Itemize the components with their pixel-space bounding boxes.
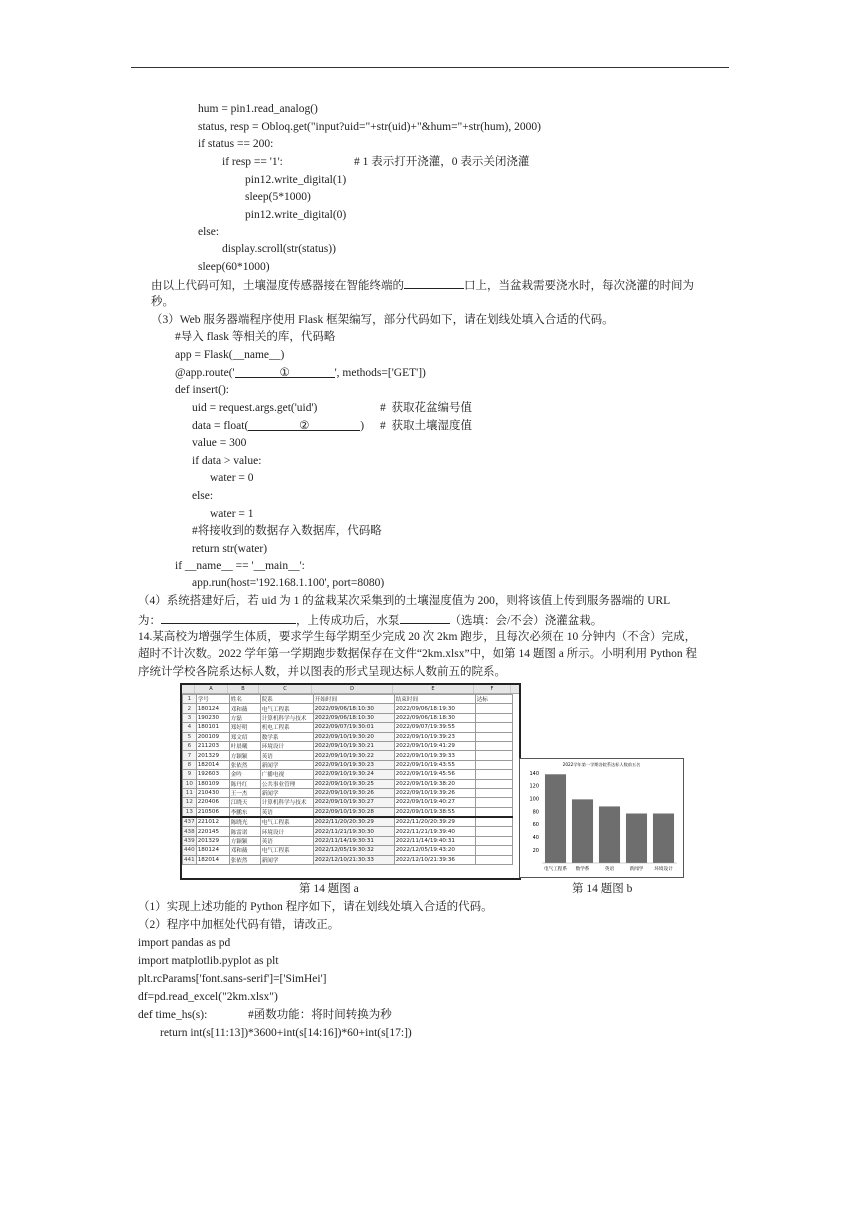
x-tick-label: 环境设计 bbox=[654, 867, 673, 872]
table-cell bbox=[475, 751, 512, 760]
table-cell bbox=[475, 855, 512, 864]
col-letter: E bbox=[393, 685, 474, 693]
table-cell: 2022/11/20/20:30:29 bbox=[313, 817, 394, 827]
code-line: pin12.write_digital(1) bbox=[245, 174, 347, 186]
column-header: 学号 bbox=[196, 695, 229, 704]
table-cell: 2022/09/10/19:43:55 bbox=[394, 760, 475, 769]
table-cell bbox=[475, 713, 512, 722]
table-cell: 广播电视 bbox=[260, 770, 313, 779]
y-tick-label: 80 bbox=[532, 809, 539, 816]
row-number: 1 bbox=[183, 695, 197, 704]
table-cell: 2022/11/14/19:40:31 bbox=[394, 836, 475, 845]
data-table bbox=[182, 694, 513, 865]
table-cell: 2022/09/10/19:39:33 bbox=[394, 751, 475, 760]
code-line: water = 1 bbox=[210, 508, 254, 520]
table-cell: 2022/09/10/19:30:27 bbox=[313, 798, 394, 807]
table-cell: 2022/09/10/19:30:26 bbox=[313, 788, 394, 797]
table-cell bbox=[475, 704, 512, 713]
question-4-text-2: 为： ，上传成功后，水泵 （选填：会/不会）浇灌盆栽。 bbox=[138, 611, 602, 629]
code-comment: # 1 表示打开浇灌，0 表示关闭浇灌 bbox=[354, 156, 530, 168]
table-cell: 2022/09/10/19:30:28 bbox=[313, 807, 394, 817]
table-cell: 2022/11/20/20:39:29 bbox=[394, 817, 475, 827]
table-cell: 张依然 bbox=[229, 855, 260, 864]
table-cell bbox=[475, 817, 512, 827]
table-cell: 180124 bbox=[196, 704, 229, 713]
table-cell: 陈晓光 bbox=[229, 817, 260, 827]
table-cell: 邓和薇 bbox=[229, 704, 260, 713]
table-cell bbox=[475, 723, 512, 732]
question-14-text: 14.某高校为增强学生体质，要求学生每学期至少完成 20 次 2km 跑步，且每次必须在 10 分钟内（不含）完成， bbox=[138, 631, 697, 643]
table-row bbox=[183, 827, 513, 836]
x-tick-label: 数学系 bbox=[575, 867, 590, 872]
row-number: 6 bbox=[183, 741, 197, 750]
bar bbox=[626, 814, 647, 864]
table-cell: 英语 bbox=[260, 751, 313, 760]
code-line: if data > value: bbox=[192, 455, 262, 467]
code-line: display.scroll(str(status)) bbox=[222, 243, 336, 255]
table-cell: 2022/11/14/19:30:31 bbox=[313, 836, 394, 845]
table-cell: 英语 bbox=[260, 836, 313, 845]
code-line: else: bbox=[192, 490, 214, 502]
table-cell: 2022/09/06/18:18:30 bbox=[394, 713, 475, 722]
table-cell: 2022/09/10/19:30:22 bbox=[313, 751, 394, 760]
row-number: 440 bbox=[184, 847, 195, 854]
table-cell: 叶晨曦 bbox=[229, 741, 260, 750]
code-line: return int(s[11:13])*3600+int(s[14:16])*60+int(s[17:]) bbox=[160, 1027, 412, 1039]
question-14-text: 超时不计次数。2022 学年第一学期跑步数据保存在文件“2km.xlsx”中，如第 14 题图 a 所示。小明利用 Python 程 bbox=[138, 648, 698, 660]
table-cell: 201329 bbox=[196, 751, 229, 760]
code-line: def insert(): bbox=[175, 384, 229, 396]
table-row bbox=[183, 732, 513, 741]
x-tick-label: 英语 bbox=[604, 867, 615, 872]
table-cell: 2022/09/10/19:30:21 bbox=[313, 741, 394, 750]
table-cell: 数学系 bbox=[260, 732, 313, 741]
code-line: return str(water) bbox=[192, 543, 268, 555]
paragraph-conclusion: 由以上代码可知，土壤湿度传感器接在智能终端的 口上，当盆栽需要浇水时，每次浇灌的时间为 bbox=[151, 276, 694, 294]
y-tick-label: 140 bbox=[529, 770, 539, 777]
row-number: 441 bbox=[184, 856, 195, 863]
table-cell: 220406 bbox=[196, 798, 229, 807]
code-line-data: data = float( ② ) bbox=[192, 420, 365, 432]
table-cell: 210430 bbox=[196, 788, 229, 797]
table-row bbox=[183, 760, 513, 769]
code-line: else: bbox=[198, 226, 220, 238]
col-letter: A bbox=[195, 685, 228, 693]
sub-question-2: （2）程序中加框处代码有错，请改正。 bbox=[138, 919, 340, 931]
row-number: 7 bbox=[183, 751, 197, 760]
table-row bbox=[183, 855, 513, 864]
row-number: 2 bbox=[183, 704, 197, 713]
url-blank[interactable] bbox=[161, 611, 296, 624]
table-cell: 2022/09/10/19:45:56 bbox=[394, 770, 475, 779]
code-line: water = 0 bbox=[210, 472, 254, 484]
table-cell: 190230 bbox=[196, 713, 229, 722]
table-cell bbox=[475, 732, 512, 741]
y-tick-label: 60 bbox=[532, 822, 539, 829]
code-line: uid = request.args.get('uid') bbox=[192, 402, 318, 414]
code-line: sleep(60*1000) bbox=[198, 261, 270, 273]
table-row bbox=[183, 723, 513, 732]
table-cell bbox=[475, 836, 512, 845]
table-cell: 2022/09/10/19:40:27 bbox=[394, 798, 475, 807]
blank-2[interactable]: ② bbox=[248, 418, 360, 431]
table-cell: 2022/12/10/21:39:36 bbox=[394, 855, 475, 864]
table-cell: 陈雷诺 bbox=[229, 827, 260, 836]
table-cell: 电气工程系 bbox=[260, 846, 313, 855]
table-row bbox=[183, 713, 513, 722]
table-cell: 郑好明 bbox=[229, 723, 260, 732]
code-line: plt.rcParams['font.sans-serif']=['SimHei'] bbox=[138, 973, 327, 985]
row-number: 4 bbox=[183, 723, 197, 732]
table-cell: 2022/09/10/19:39:26 bbox=[394, 788, 475, 797]
table-cell bbox=[475, 827, 512, 836]
table-cell bbox=[475, 807, 512, 817]
code-comment: # 获取土壤湿度值 bbox=[380, 420, 472, 432]
question-3-intro: （3）Web 服务器端程序使用 Flask 框架编写，部分代码如下，请在划线处填入合适的代码。 bbox=[151, 314, 614, 326]
table-cell: 2022/09/10/19:38:20 bbox=[394, 779, 475, 788]
code-line: sleep(5*1000) bbox=[245, 191, 311, 203]
table-cell: 新闻学 bbox=[260, 855, 313, 864]
table-cell: 2022/09/10/19:38:55 bbox=[394, 807, 475, 817]
table-row bbox=[183, 741, 513, 750]
table-cell: 方颖颖 bbox=[229, 751, 260, 760]
table-cell: 210506 bbox=[196, 807, 229, 817]
code-comment: # 获取花盆编号值 bbox=[380, 402, 472, 414]
code-line: def time_hs(s): bbox=[138, 1009, 208, 1021]
table-cell: 新闻学 bbox=[260, 788, 313, 797]
table-row bbox=[183, 751, 513, 760]
table-cell: 2022/09/06/18:10:30 bbox=[313, 713, 394, 722]
table-cell: 2022/09/10/19:30:20 bbox=[313, 732, 394, 741]
col-letter: B bbox=[228, 685, 259, 693]
table-cell: 李鹏东 bbox=[229, 807, 260, 817]
table-cell bbox=[475, 760, 512, 769]
table-cell: 电气工程系 bbox=[260, 817, 313, 827]
table-cell: 江晓天 bbox=[229, 798, 260, 807]
column-header: 结束时间 bbox=[394, 695, 475, 704]
table-header-row bbox=[183, 695, 513, 704]
table-cell: 电气工程系 bbox=[260, 704, 313, 713]
table-row bbox=[183, 836, 513, 845]
table-cell: 王一杰 bbox=[229, 788, 260, 797]
table-cell bbox=[475, 846, 512, 855]
question-14-text: 序统计学校各院系达标人数，并以图表的形式呈现达标人数前五的院系。 bbox=[138, 666, 506, 678]
code-line: hum = pin1.read_analog() bbox=[198, 103, 318, 115]
table-cell: 221012 bbox=[196, 817, 229, 827]
table-cell: 180124 bbox=[196, 846, 229, 855]
table-cell: 2022/12/10/21:30:33 bbox=[313, 855, 394, 864]
row-number: 9 bbox=[183, 770, 197, 779]
bar bbox=[653, 814, 674, 864]
answer-blank[interactable] bbox=[404, 276, 464, 289]
table-row bbox=[183, 788, 513, 797]
bar-chart-figure-b bbox=[519, 758, 684, 878]
table-cell: 211203 bbox=[196, 741, 229, 750]
table-cell: 182014 bbox=[196, 855, 229, 864]
column-header: 达标 bbox=[475, 695, 512, 704]
col-letter: F bbox=[474, 685, 511, 693]
row-number: 8 bbox=[183, 760, 197, 769]
row-number: 438 bbox=[184, 828, 195, 835]
table-cell: 2022/09/06/18:10:30 bbox=[313, 704, 394, 713]
column-letter-row bbox=[182, 685, 519, 694]
table-cell: 182014 bbox=[196, 760, 229, 769]
table-cell: 方磊 bbox=[229, 713, 260, 722]
table-cell: 2022/09/06/18:19:30 bbox=[394, 704, 475, 713]
code-line: if status == 200: bbox=[198, 138, 274, 150]
column-header: 开始时间 bbox=[313, 695, 394, 704]
table-row bbox=[183, 770, 513, 779]
table-cell: 180101 bbox=[196, 723, 229, 732]
y-tick-label: 120 bbox=[529, 783, 539, 790]
code-line: app = Flask(__name__) bbox=[175, 349, 285, 361]
table-cell: 方颖颖 bbox=[229, 836, 260, 845]
code-line: pin12.write_digital(0) bbox=[245, 209, 347, 221]
table-cell bbox=[475, 788, 512, 797]
table-cell: 2022/09/10/19:30:25 bbox=[313, 779, 394, 788]
code-comment: #函数功能：将时间转换为秒 bbox=[248, 1009, 392, 1021]
table-cell bbox=[475, 741, 512, 750]
header-rule bbox=[131, 67, 729, 68]
table-cell: 2022/09/07/19:30:01 bbox=[313, 723, 394, 732]
table-row bbox=[183, 704, 513, 713]
table-cell: 公共事业管理 bbox=[260, 779, 313, 788]
table-cell: 新闻学 bbox=[260, 760, 313, 769]
row-number: 3 bbox=[183, 713, 197, 722]
table-cell bbox=[475, 779, 512, 788]
code-line: import matplotlib.pyplot as plt bbox=[138, 955, 279, 967]
col-letter: C bbox=[259, 685, 312, 693]
table-cell: 环境设计 bbox=[260, 741, 313, 750]
table-row bbox=[183, 817, 513, 827]
table-cell: 201329 bbox=[196, 836, 229, 845]
table-cell: 郑文绍 bbox=[229, 732, 260, 741]
table-row bbox=[183, 798, 513, 807]
table-cell: 英语 bbox=[260, 807, 313, 817]
table-cell: 2022/09/10/19:30:23 bbox=[313, 760, 394, 769]
row-number: 5 bbox=[183, 732, 197, 741]
table-cell: 2022/09/07/19:39:55 bbox=[394, 723, 475, 732]
table-row bbox=[183, 807, 513, 817]
table-cell: 2022/12/05/19:43:20 bbox=[394, 846, 475, 855]
table-cell: 180109 bbox=[196, 779, 229, 788]
y-tick-label: 20 bbox=[532, 847, 539, 854]
y-tick-label: 40 bbox=[532, 835, 539, 842]
table-cell bbox=[475, 770, 512, 779]
corner-cell bbox=[182, 685, 195, 693]
table-row bbox=[183, 846, 513, 855]
table-cell: 200109 bbox=[196, 732, 229, 741]
x-tick-label: 电气工程系 bbox=[544, 867, 567, 872]
code-line: if resp == '1': bbox=[222, 156, 283, 168]
table-cell: 220145 bbox=[196, 827, 229, 836]
x-tick-label: 新闻学 bbox=[629, 867, 644, 872]
table-cell: 金吟 bbox=[229, 770, 260, 779]
table-cell: 计算机科学与技术 bbox=[260, 798, 313, 807]
code-comment: #导入 flask 等相关的库，代码略 bbox=[175, 331, 336, 343]
table-cell: 计算机科学与技术 bbox=[260, 713, 313, 722]
code-line: status, resp = Obloq.get("input?uid="+str(uid)+"&hum="+str(hum), 2000) bbox=[198, 121, 541, 133]
row-number: 10 bbox=[183, 779, 197, 788]
table-cell: 2022/11/21/19:39:40 bbox=[394, 827, 475, 836]
bar bbox=[599, 806, 620, 863]
table-cell: 邓和薇 bbox=[229, 846, 260, 855]
code-comment: #将接收到的数据存入数据库，代码略 bbox=[192, 525, 382, 537]
table-cell: 2022/09/10/19:41:29 bbox=[394, 741, 475, 750]
table-cell: 环境设计 bbox=[260, 827, 313, 836]
code-line: if __name__ == '__main__': bbox=[175, 560, 305, 572]
table-cell: 2022/12/05/19:30:32 bbox=[313, 846, 394, 855]
table-row bbox=[183, 779, 513, 788]
column-header: 姓名 bbox=[229, 695, 260, 704]
y-tick-label: 100 bbox=[529, 796, 539, 803]
spreadsheet-figure-a bbox=[180, 683, 521, 880]
paragraph-conclusion-end: 秒。 bbox=[151, 296, 174, 308]
caption-figure-a: 第 14 题图 a bbox=[299, 883, 359, 895]
table-cell bbox=[475, 798, 512, 807]
code-line-route: @app.route(' ① ', methods=['GET']) bbox=[175, 367, 426, 379]
table-cell: 陈丹红 bbox=[229, 779, 260, 788]
blank-1[interactable]: ① bbox=[235, 365, 335, 378]
col-letter: D bbox=[312, 685, 393, 693]
table-cell: 2022/09/10/19:39:23 bbox=[394, 732, 475, 741]
code-line: df=pd.read_excel("2km.xlsx") bbox=[138, 991, 278, 1003]
row-number: 437 bbox=[183, 817, 197, 827]
caption-figure-b: 第 14 题图 b bbox=[572, 883, 633, 895]
bar bbox=[572, 799, 593, 863]
row-number: 13 bbox=[183, 807, 197, 817]
pump-blank[interactable] bbox=[400, 611, 450, 624]
chart-title: 2022学年第一学期各院系达标人数前五名 bbox=[562, 762, 641, 767]
table-cell: 2022/11/21/19:30:30 bbox=[313, 827, 394, 836]
table-cell: 张依然 bbox=[229, 760, 260, 769]
code-line: import pandas as pd bbox=[138, 937, 231, 949]
row-number: 11 bbox=[183, 788, 197, 797]
table-cell: 机电工程系 bbox=[260, 723, 313, 732]
row-number: 12 bbox=[183, 798, 197, 807]
row-number: 439 bbox=[184, 838, 195, 845]
code-line: app.run(host='192.168.1.100', port=8080) bbox=[192, 577, 385, 589]
chart-svg bbox=[520, 759, 683, 877]
table-cell: 2022/09/10/19:30:24 bbox=[313, 770, 394, 779]
column-header: 院系 bbox=[260, 695, 313, 704]
question-4-text: （4）系统搭建好后，若 uid 为 1 的盆栽某次采集到的土壤湿度值为 200，则将该值上传到服务器端的 URL bbox=[138, 595, 671, 607]
sub-question-1: （1）实现上述功能的 Python 程序如下，请在划线处填入合适的代码。 bbox=[138, 901, 493, 913]
table-cell: 192603 bbox=[196, 770, 229, 779]
bar bbox=[545, 774, 566, 863]
code-line: value = 300 bbox=[192, 437, 247, 449]
